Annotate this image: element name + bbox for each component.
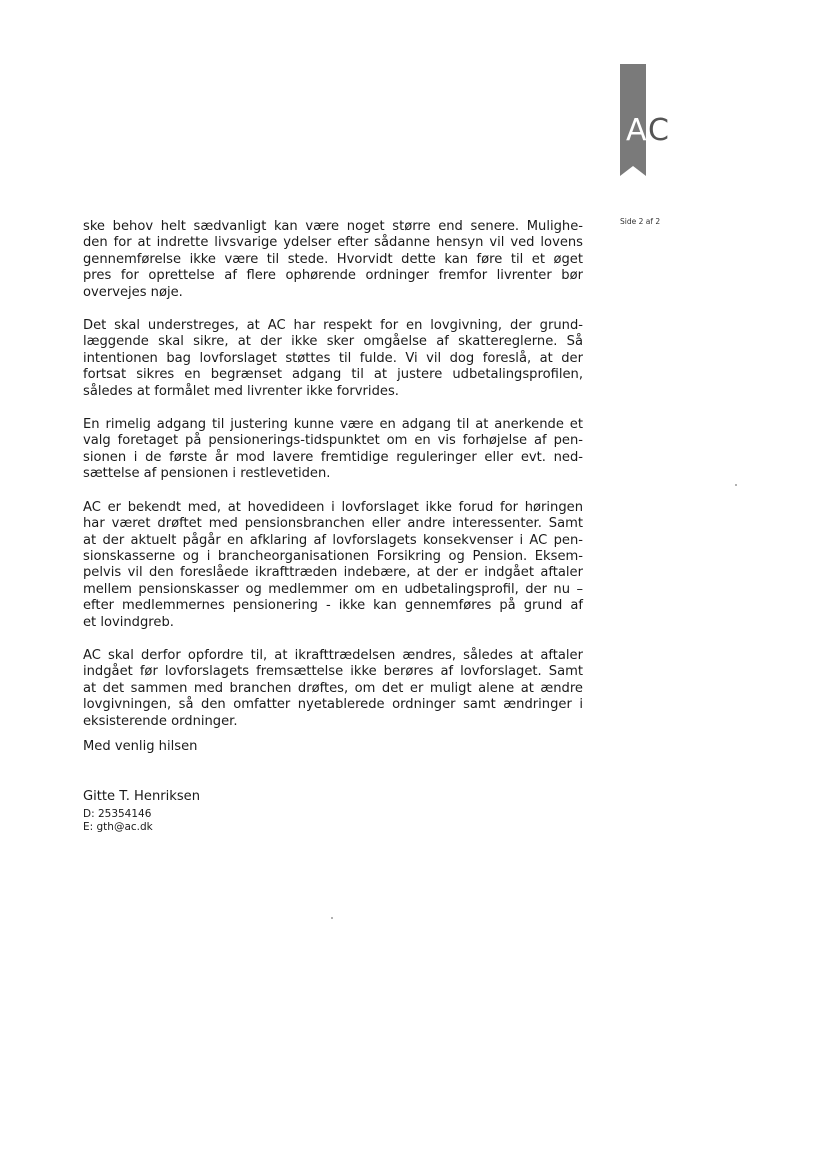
page-number: Side 2 af 2 [620, 217, 661, 226]
paragraph-line: lovgivningen, så den omfatter nyetablerede ordninger samt ændringer i [83, 697, 583, 713]
signer-email: E: gth@ac.dk [83, 821, 153, 833]
paragraph-line: således at formålet med livrenter ikke forvrides. [83, 383, 399, 399]
paragraph-line: intentionen bag lovforslaget støttes til fulde. Vi vil dog foreslå, at der [83, 350, 583, 366]
paragraph-line: indgået før lovforslagets fremsættelse ikke berøres af lovforslaget. Samt [83, 664, 583, 680]
paragraph-line: at det sammen med branchen drøftes, om det er muligt alene at ændre [83, 680, 583, 696]
paragraph-line: mellem pensionskasser og medlemmer om en udbetalingsprofil, der nu – [83, 581, 583, 597]
paragraph-line: efter medlemmernes pensionering - ikke kan gennemføres på grund af [83, 598, 583, 614]
paragraph-line: at der aktuelt pågår en afklaring af lovforslagets konsekvenser i AC pen- [83, 532, 583, 548]
paragraph-line: fortsat sikres en begrænset adgang til at justere udbetalingsprofilen, [83, 367, 583, 383]
paragraph-line: sættelse af pensionen i restlevetiden. [83, 466, 331, 482]
signer-name: Gitte T. Henriksen [83, 789, 201, 804]
paragraph-line: eksisterende ordninger. [83, 713, 238, 729]
letter-paragraph [83, 318, 583, 400]
paragraph-line: ske behov helt sædvanligt kan være noget større end senere. Mulighe- [83, 219, 583, 234]
signer-contact [83, 808, 153, 834]
paragraph-line: sionskasserne og i brancheorganisationen Forsikring og Pension. Eksem- [83, 548, 583, 564]
paragraph-line: En rimelig adgang til justering kunne være en adgang til at anerkende et [83, 417, 583, 433]
logo-letter-c: C [648, 113, 671, 148]
paragraph-line: AC er bekendt med, at hovedideen i lovforslaget ikke forud for høringen [83, 499, 583, 515]
scan-speck [735, 484, 737, 486]
paragraph-line: har været drøftet med pensionsbranchen eller andre interessenter. Samt [83, 516, 583, 532]
letter-paragraph [83, 417, 583, 483]
letter-body [83, 219, 583, 747]
closing-salutation: Med venlig hilsen [83, 739, 198, 754]
logo-wordmark [626, 113, 671, 148]
paragraph-line: pres for oprettelse af flere ophørende ordninger fremfor livrenter bør [83, 268, 583, 284]
letter-paragraph [83, 648, 583, 730]
paragraph-line: gennemførelse ikke være til stede. Hvorvidt dette kan føre til et øget [83, 251, 583, 267]
paragraph-line: AC skal derfor opfordre til, at ikrafttrædelsen ændres, således at aftaler [83, 647, 583, 663]
scan-speck [331, 917, 333, 919]
paragraph-line: et lovindgreb. [83, 614, 174, 630]
signer-phone: D: 25354146 [83, 808, 152, 820]
paragraph-line: Det skal understreges, at AC har respekt for en lovgivning, der grund- [83, 318, 583, 334]
paragraph-line: læggende skal sikre, at der ikke sker omgåelse af skattereglerne. Så [83, 334, 583, 350]
logo-letter-a: A [626, 113, 648, 148]
paragraph-line: overvejes nøje. [83, 284, 183, 300]
paragraph-line: den for at indrette livsvarige ydelser efter sådanne hensyn vil ved lovens [83, 235, 583, 251]
letter-paragraph [83, 500, 583, 631]
letter-paragraph [83, 219, 583, 301]
paragraph-line: sionen i de første år mod lavere fremtidige reguleringer eller evt. ned- [83, 449, 583, 465]
paragraph-line: pelvis vil den foreslåede ikrafttræden indebære, at der er indgået aftaler [83, 565, 583, 581]
paragraph-line: valg foretaget på pensionerings-tidspunktet om en vis forhøjelse af pen- [83, 433, 583, 449]
